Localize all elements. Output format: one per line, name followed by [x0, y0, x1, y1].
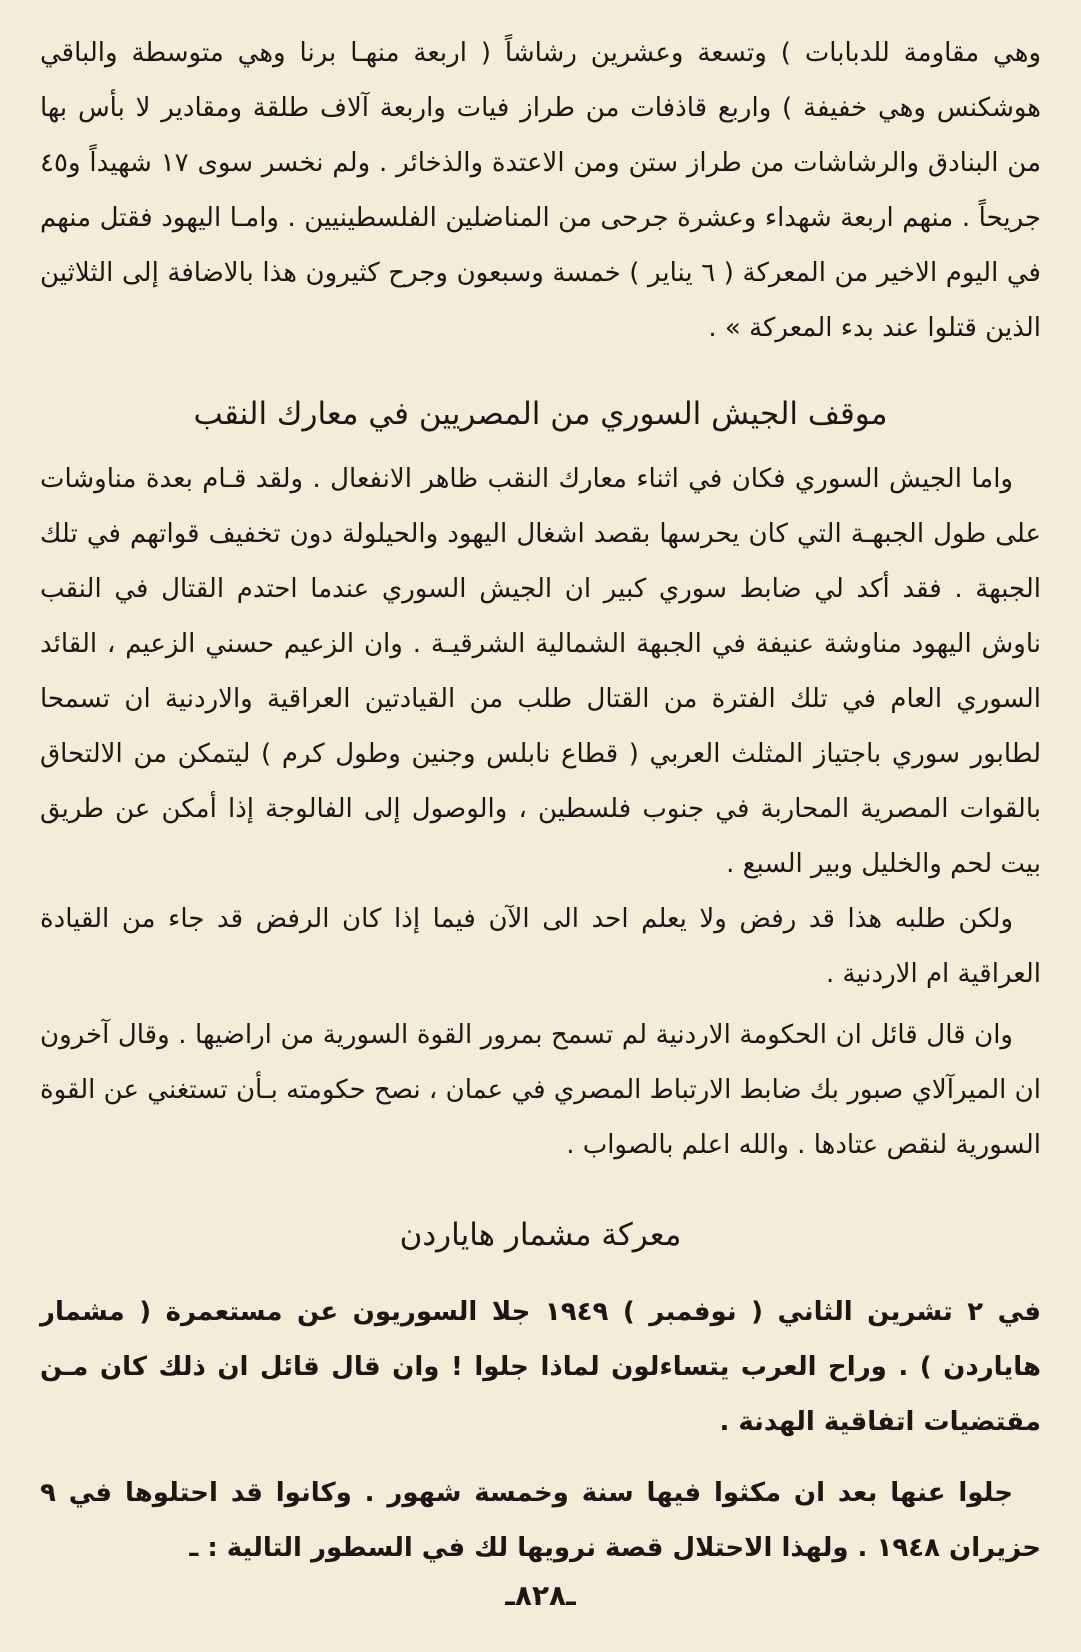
section-heading-syrian-army: موقف الجيش السوري من المصريين في معارك النقب [193, 396, 888, 432]
body-paragraph-4: وان قال قائل ان الحكومة الاردنية لم تسمح بمرور القوة السورية من اراضيها . وقال آخرون ان الميرآلاي صبور بك ضابط الارتباط المصري في عمان ، نصح حكومته بـأن تستغني عن القوة السورية لنقص عتادها . والله اعلم بالصواب . [40, 1020, 1041, 1160]
body-paragraph-5: في ٢ تشرين الثاني ( نوفمبر ) ١٩٤٩ جلا السوريون عن مستعمرة ( مشمار هاياردن ) . وراح العرب يتساءلون لماذا جلوا ! وان قال قائل ان ذلك كان مـن مقتضيات اتفاقية الهدنة . [40, 1297, 1041, 1437]
body-paragraph-6: جلوا عنها بعد ان مكثوا فيها سنة وخمسة شهور . وكانوا قد احتلوها في ٩ حزيران ١٩٤٨ . ولهذا الاحتلال قصة نرويها لك في السطور التالية : ـ [40, 1478, 1041, 1563]
body-paragraph-3: ولكن طلبه هذا قد رفض ولا يعلم احد الى الآن فيما إذا كان الرفض قد جاء من القيادة العراقية ام الاردنية . [40, 904, 1041, 989]
page-number: ـ٨٢٨ـ [505, 1579, 576, 1612]
body-paragraph-1: وهي مقاومة للدبابات ) وتسعة وعشرين رشاشاً ( اربعة منهـا برنا وهي متوسطة والباقي هوشكنس وهي خفيفة ) واربع قاذفات من طراز فيات واربعة آلاف طلقة ومقادير لا بأس بها من البنادق والرشاشات من طراز ستن ومن الاعتدة والذخائر . ولم نخسر سوى ١٧ شهيداً و٤٥ جريحاً . منهم اربعة شهداء وعشرة جرحى من المناضلين الفلسطينيين . وامـا اليهود فقتل منهم في اليوم الاخير من المعركة ( ٦ يناير ) خمسة وسبعون وجرح كثيرون هذا بالاضافة إلى الثلاثين الذين قتلوا عند بدء المعركة » . [40, 38, 1041, 343]
section-heading-mishmar-hayarden: معركة مشمار هاياردن [399, 1217, 682, 1253]
body-paragraph-2: واما الجيش السوري فكان في اثناء معارك النقب ظاهر الانفعال . ولقد قـام بعدة مناوشات على طول الجبهـة التي كان يحرسها بقصد اشغال اليهود والحيلولة دون تخفيف قواتهم في تلك الجبهة . فقد أكد لي ضابط سوري كبير ان الجيش السوري عندما احتدم القتال في النقب ناوش اليهود مناوشة عنيفة في الجبهة الشمالية الشرقيـة . وان الزعيم حسني الزعيم ، القائد السوري العام في تلك الفترة من القتال طلب من القيادتين العراقية والاردنية ان تسمحا لطابور سوري باجتياز المثلث العربي ( قطاع نابلس وجنين وطول كرم ) ليتمكن من الالتحاق بالقوات المصرية المحاربة في جنوب فلسطين ، والوصول إلى الفالوجة إذا أمكن عن طريق بيت لحم والخليل وبير السبع . [40, 464, 1041, 879]
document-page [40, 26, 1041, 1612]
